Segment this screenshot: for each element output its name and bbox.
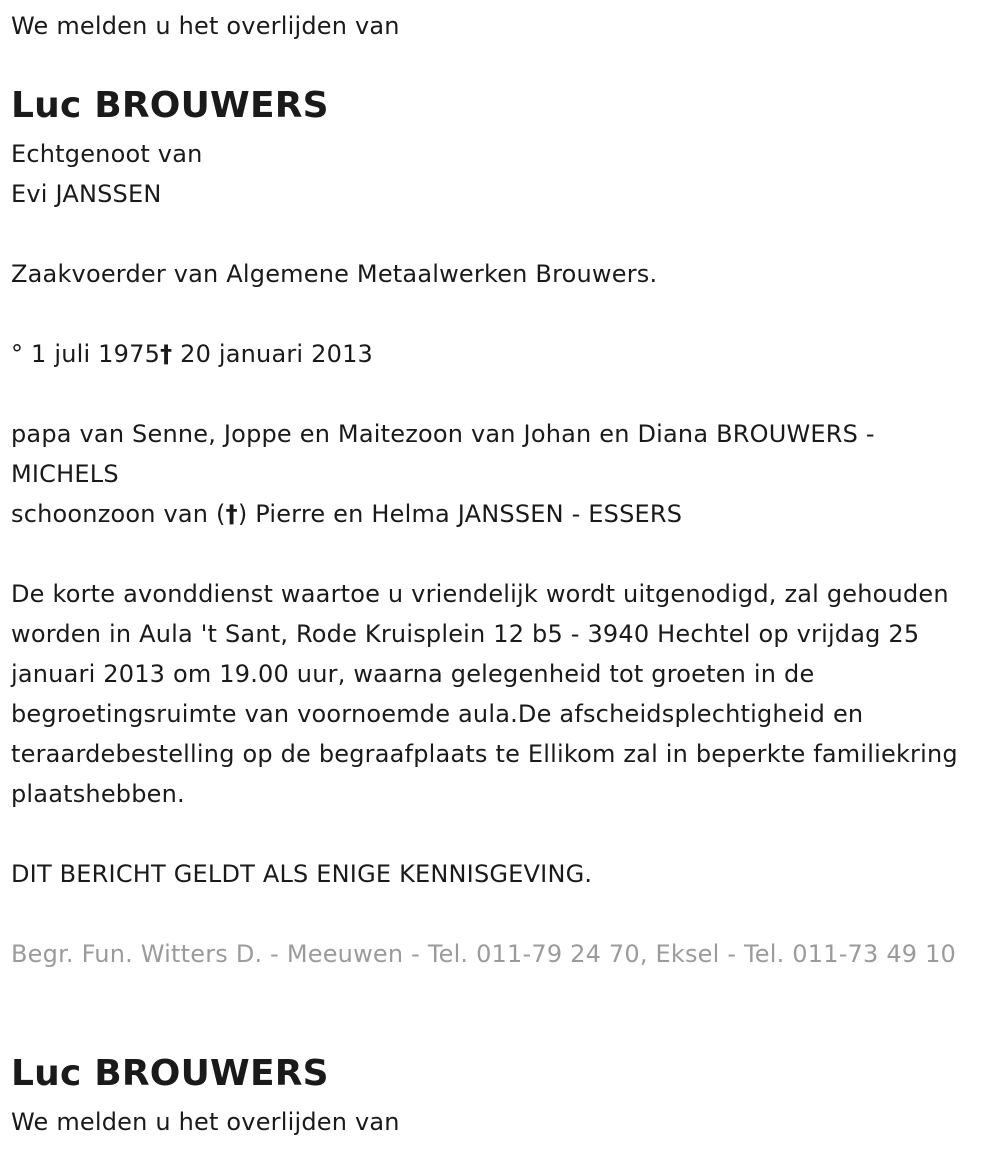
occupation-text: Zaakvoerder van Algemene Metaalwerken Brouwers.	[11, 260, 658, 288]
family-text: papa van Senne, Joppe en Maitezoon van Johan en Diana BROUWERS - MICHELS	[11, 420, 875, 488]
deceased-name: Luc BROUWERS	[11, 85, 329, 126]
death-date: 20 januari 2013	[172, 340, 374, 368]
funeral-home-info: Begr. Fun. Witters D. - Meeuwen - Tel. 011-79 24 70, Eksel - Tel. 011-73 49 10	[11, 940, 957, 968]
relation-label: Echtgenoot van	[11, 140, 203, 168]
notice-statement: DIT BERICHT GELDT ALS ENIGE KENNISGEVING.	[11, 860, 593, 888]
inlaw-names: ) Pierre en Helma JANSSEN - ESSERS	[237, 500, 683, 528]
deceased-name-repeat: Luc BROUWERS	[11, 1053, 329, 1094]
life-dates	[11, 334, 373, 374]
intro-text: We melden u het overlijden van	[11, 12, 400, 40]
birth-date: ° 1 juli 1975	[11, 340, 161, 368]
intro-text-repeat: We melden u het overlijden van	[11, 1108, 400, 1136]
inlaw-prefix: schoonzoon van (	[11, 500, 226, 528]
spouse-name: Evi JANSSEN	[11, 180, 162, 208]
cross-icon: †	[160, 340, 173, 368]
inlaw-text	[11, 494, 682, 534]
service-details: De korte avonddienst waartoe u vriendelijk wordt uitgenodigd, zal gehouden worden in Aula 't Sant, Rode Kruisplein 12 b5 - 3940 Hechtel op vrijdag 25 januari 2013 om 19.00 uur, waarna gelegenheid tot groeten in de begroetingsruimte van voornoemde aula.De afscheidsplechtigheid en teraardebestelling op de begraafplaats te Ellikom zal in beperkte familiekring plaatshebben.	[11, 580, 958, 808]
cross-icon: †	[225, 500, 238, 528]
